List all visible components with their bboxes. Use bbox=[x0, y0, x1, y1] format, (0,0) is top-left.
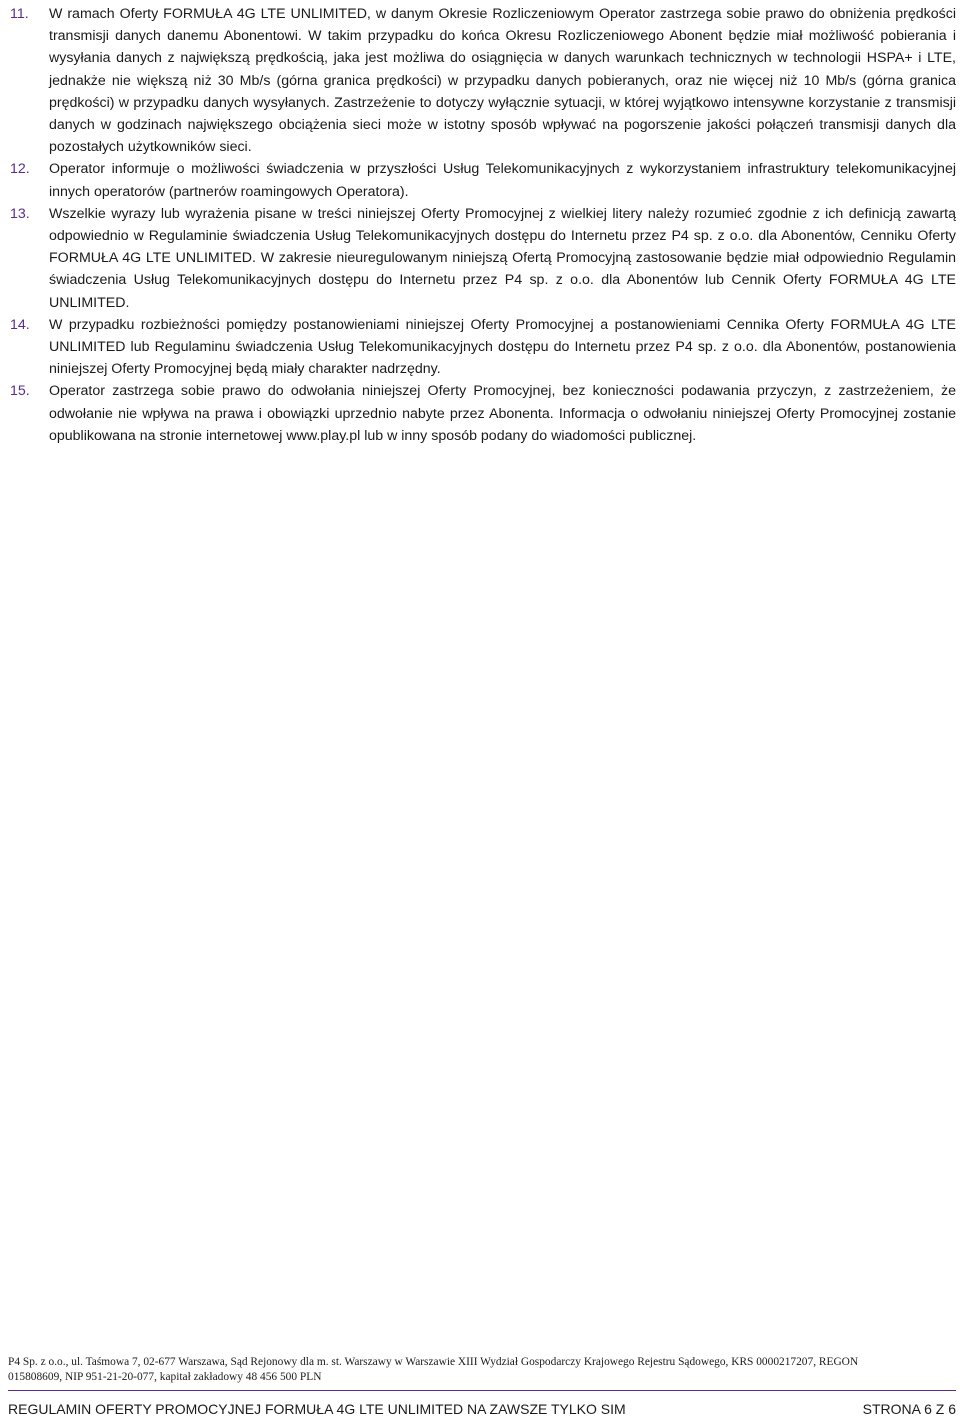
footer-divider bbox=[8, 1390, 956, 1391]
clause-item bbox=[10, 158, 956, 202]
clause-text: Wszelkie wyrazy lub wyrażenia pisane w treści niniejszej Oferty Promocyjnej z wielkiej litery należy rozumieć zgodnie z ich definicją zawartą odpowiednio w Regulaminie świadczenia Usług Telekomunikacyjnych dostępu do Internetu przez P4 sp. z o.o. dla Abonentów, Cenniku Oferty FORMUŁA 4G LTE UNLIMITED. W zakresie nieuregulowanym niniejszą Ofertą Promocyjną zastosowanie będzie miał odpowiednio Regulamin świadczenia Usług Telekomunikacyjnych dostępu do Internetu przez P4 sp. z o.o. dla Abonentów lub Cennik Oferty FORMUŁA 4G LTE UNLIMITED. bbox=[49, 205, 956, 311]
clause-number: 13. bbox=[10, 205, 30, 222]
clause-item bbox=[10, 3, 956, 158]
clause-text: W przypadku rozbieżności pomiędzy postanowieniami niniejszej Oferty Promocyjnej a postanowieniami Cennika Oferty FORMUŁA 4G LTE UNLIMITED lub Regulaminu świadczenia Usług Telekomunikacyjnych dostępu do Internetu przez P4 sp. z o.o. dla Abonentów, postanowienia niniejszej Oferty Promocyjnej będą miały charakter nadrzędny. bbox=[49, 316, 956, 378]
page-number: STRONA 6 Z 6 bbox=[862, 1401, 956, 1417]
clause-number: 15. bbox=[10, 383, 30, 400]
clause-text: W ramach Oferty FORMUŁA 4G LTE UNLIMITED, w danym Okresie Rozliczeniowym Operator zastrzega sobie prawo do obniżenia prędkości transmisji danych danemu Abonentowi. W takim przypadku do końca Okresu Rozliczeniowego Abonent będzie miał możliwość pobierania i wysyłania danych z największą prędkością, jaka jest możliwa do osiągnięcia w danych warunkach technicznych w technologii HSPA+ i LTE, jednakże nie większą niż 30 Mb/s (górna granica prędkości) w przypadku danych pobieranych, oraz nie więcej niż 10 Mb/s (górna granica prędkości) w przypadku danych wysyłanych. Zastrzeżenie to dotyczy wyłącznie sytuacji, w której wyjątkowo intensywne korzystanie z transmisji danych w godzinach największego obciążenia sieci może w istotny sposób wpływać na pogorszenie jakości połączeń transmisji danych dla pozostałych użytkowników sieci. bbox=[49, 6, 956, 156]
company-info bbox=[8, 1355, 956, 1385]
clause-text: Operator zastrzega sobie prawo do odwołania niniejszej Oferty Promocyjnej, bez konieczności podawania przyczyn, z zastrzeżeniem, że odwołanie nie wpływa na prawa i obowiązki uprzednio nabyte przez Abonenta. Informacja o odwołaniu niniejszej Oferty Promocyjnej zostanie opublikowana na stronie internetowej www.play.pl lub w inny sposób podany do wiadomości publicznej. bbox=[49, 383, 956, 444]
clause-item bbox=[10, 380, 956, 447]
clause-number: 11. bbox=[10, 6, 29, 22]
clause-text: Operator informuje o możliwości świadczenia w przyszłości Usług Telekomunikacyjnych z wykorzystaniem infrastruktury telekomunikacyjnej innych operatorów (partnerów roamingowych Operatora). bbox=[49, 161, 956, 200]
company-info-line: P4 Sp. z o.o., ul. Taśmowa 7, 02-677 Warszawa, Sąd Rejonowy dla m. st. Warszawy w Warszawie XIII Wydział Gospodarczy Krajowego Rejestru Sądowego, KRS 0000217207, REGON bbox=[8, 1356, 859, 1368]
company-info-line: 015808609, NIP 951-21-20-077, kapitał zakładowy 48 456 500 PLN bbox=[8, 1371, 322, 1383]
clause-item bbox=[10, 314, 956, 381]
document-title: REGULAMIN OFERTY PROMOCYJNEJ FORMUŁA 4G LTE UNLIMITED NA ZAWSZE TYLKO SIM bbox=[8, 1401, 626, 1417]
clause-number: 14. bbox=[10, 316, 30, 333]
clause-item bbox=[10, 203, 956, 314]
numbered-clauses bbox=[10, 3, 956, 447]
clause-number: 12. bbox=[10, 161, 30, 178]
